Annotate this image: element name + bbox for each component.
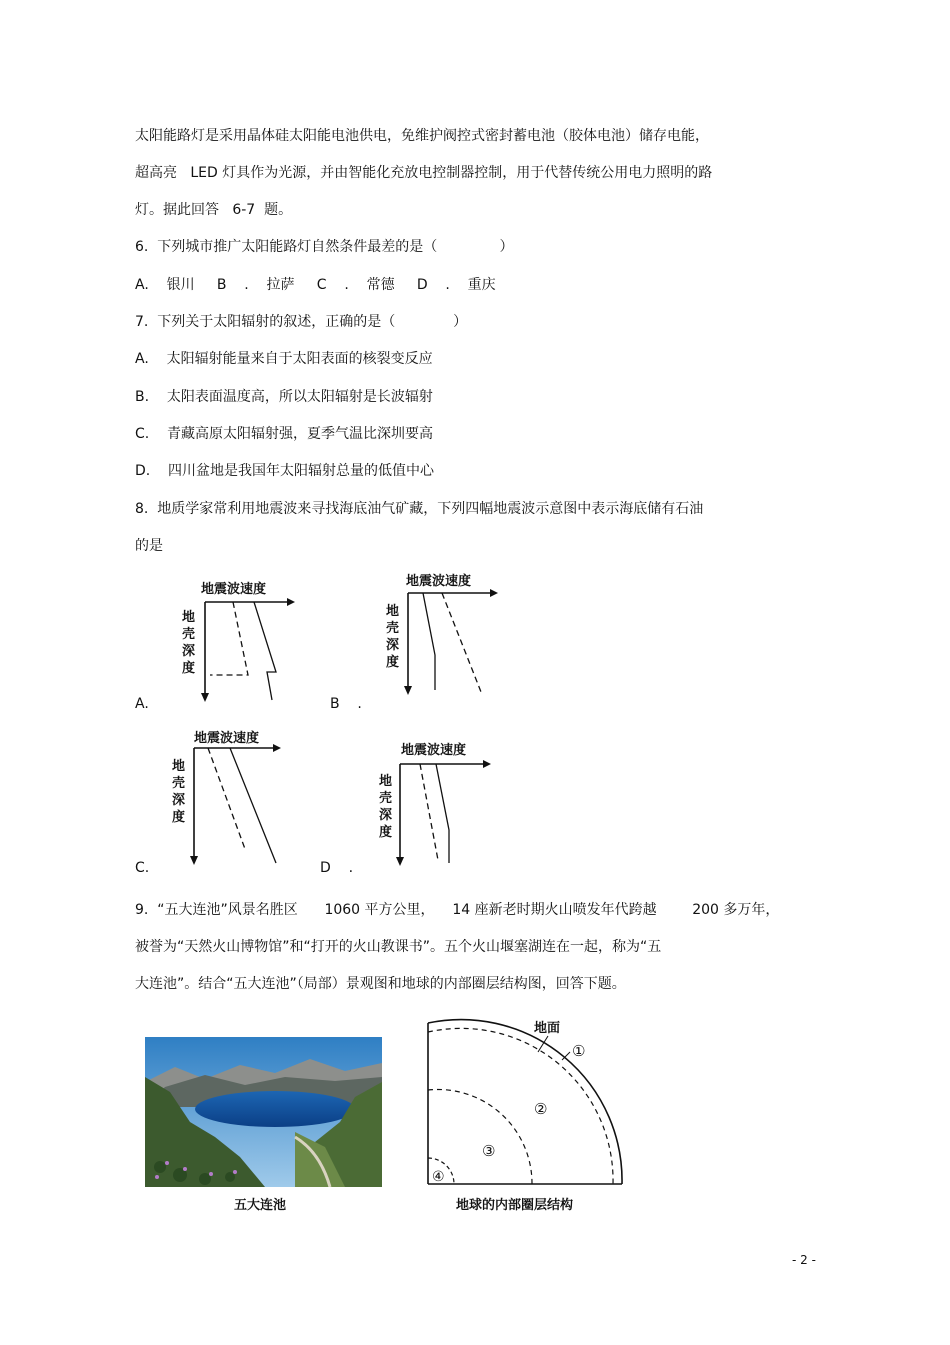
q7-option-d: D. 四川盆地是我国年太阳辐射总量的低值中心 <box>135 463 435 479</box>
q9-line-2: 被誉为“天然火山博物馆”和“打开的火山教课书”。五个火山堰塞湖连在一起，称为“五 <box>135 939 662 955</box>
surface-arc <box>428 1020 622 1184</box>
layer-label-4: ④ <box>432 1169 445 1185</box>
s-wave-curve <box>208 748 245 849</box>
axis-y-label-3: 深 <box>182 644 196 659</box>
intro-line-3: 灯。据此回答 6-7 题。 <box>135 202 293 218</box>
label-a: A. <box>135 696 149 712</box>
q9-line-3: 大连池”。结合“五大连池”（局部）景观图和地球的内部圈层结构图，回答下题。 <box>135 976 626 992</box>
axis-y-label-2: 壳 <box>182 627 196 642</box>
photo-caption: 五大连池 <box>234 1198 287 1213</box>
axis-y-label-1: 地 <box>386 604 400 619</box>
layer-label-3: ③ <box>482 1142 496 1160</box>
earth-interior-diagram <box>420 1018 630 1188</box>
diagram-caption: 地球的内部圈层结构 <box>456 1198 574 1213</box>
axis-y-label-1: 地 <box>182 610 196 625</box>
axis-x-label: 地震波速度 <box>406 574 472 589</box>
axis-y-label-4: 度 <box>386 655 400 670</box>
q7-stem: 7. 下列关于太阳辐射的叙述，正确的是（ ） <box>135 314 468 330</box>
axis-y-label-4: 度 <box>182 661 196 676</box>
axis-x-label: 地震波速度 <box>401 743 467 758</box>
axis-y-label-2: 壳 <box>379 791 393 806</box>
s-wave-curve <box>210 602 248 675</box>
q9-line-1: 9. “五大连池”风景名胜区 1060 平方公里， 14 座新老时期火山喷发年代跨越 200 多万年， <box>135 902 780 918</box>
q7-option-b: B. 太阳表面温度高，所以太阳辐射是长波辐射 <box>135 389 433 405</box>
intro-line-2: 超高亮 LED 灯具作为光源，并由智能化充放电控制器控制，用于代替传统公用电力照明的路 <box>135 165 713 181</box>
axis-y-label-4: 度 <box>379 825 393 840</box>
layer-label-2: ② <box>534 1100 548 1118</box>
axis-y-label-3: 深 <box>386 638 400 653</box>
axis-y-label-2: 壳 <box>386 621 400 636</box>
p-wave-curve <box>442 593 483 695</box>
label-b: B . <box>330 696 362 712</box>
s-wave-curve <box>423 593 435 690</box>
s-wave-curve <box>420 764 438 860</box>
intro-line-1: 太阳能路灯是采用晶体硅太阳能电池供电，免维护阀控式密封蓄电池（胶体电池）储存电能， <box>135 128 709 144</box>
q7-option-c: C. 青藏高原太阳辐射强，夏季气温比深圳要高 <box>135 426 434 442</box>
p-wave-curve <box>230 748 276 863</box>
surface-label: 地面 <box>534 1021 561 1036</box>
axis-y-label-3: 深 <box>172 793 186 808</box>
seismic-diagram-c <box>170 725 290 870</box>
p-wave-curve <box>436 764 449 863</box>
seismic-diagram-a <box>175 575 300 705</box>
axis-y-label-2: 壳 <box>172 776 186 791</box>
q6-options: A. 银川 B . 拉萨 C . 常德 D . 重庆 <box>135 277 496 293</box>
q6-stem: 6. 下列城市推广太阳能路灯自然条件最差的是（ ） <box>135 239 514 255</box>
p-wave-curve <box>254 602 276 700</box>
axis-x-label: 地震波速度 <box>201 582 267 597</box>
q8-stem: 8. 地质学家常利用地震波来寻找海底油气矿藏，下列四幅地震波示意图中表示海底储有石油 <box>135 501 704 517</box>
q7-option-a: A. 太阳辐射能量来自于太阳表面的核裂变反应 <box>135 351 433 367</box>
page-number: - 2 - <box>792 1253 816 1267</box>
axis-x-label: 地震波速度 <box>194 731 260 746</box>
layer-label-1: ① <box>572 1042 586 1060</box>
seismic-diagram-b <box>380 565 505 695</box>
seismic-diagram-d <box>375 735 500 870</box>
label-d: D . <box>320 860 354 876</box>
wudalianchi-landscape-photo <box>145 1037 382 1187</box>
q8-stem-2: 的是 <box>135 538 163 554</box>
axis-y-label-1: 地 <box>172 759 186 774</box>
axis-y-label-4: 度 <box>172 810 186 825</box>
label-c: C. <box>135 860 150 876</box>
axis-y-label-3: 深 <box>379 808 393 823</box>
axis-y-label-1: 地 <box>379 774 393 789</box>
